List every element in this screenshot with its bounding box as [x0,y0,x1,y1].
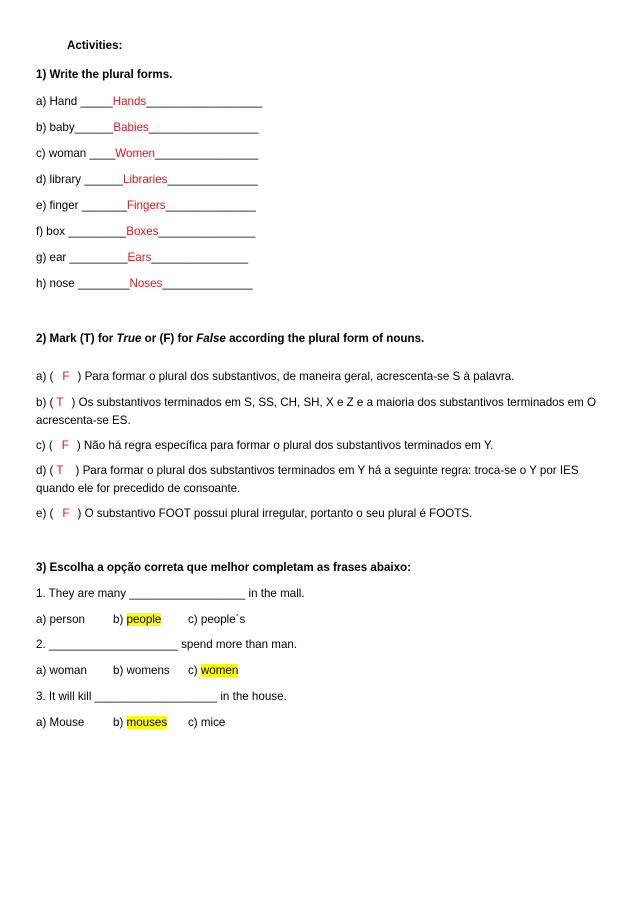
plural-item-c: c) woman ____Women________________ [36,147,259,160]
selected-answer: mouses [126,716,168,729]
page-title: Activities: [67,39,123,52]
plural-item-g: g) ear _________Ears_______________ [36,251,249,264]
option-a: a) Mouse [36,716,85,729]
plural-item-b: b) baby______Babies_________________ [36,121,259,134]
section1-heading: 1) Write the plural forms. [36,68,173,81]
true-false-item-b: b) ( T ) Os substantivos terminados em S, SS, CH, SH, X e Z e a maioria dos substantivos terminados em O acrescenta-se ES. [36,396,596,427]
option-b: b) people [113,613,162,626]
option-c: c) people´s [188,613,246,626]
mark-answer: T [56,396,64,409]
mark-answer: F [62,507,70,520]
question-2: 2. ____________________ spend more than man. [36,638,298,651]
section2-heading: 2) Mark (T) for True or (F) for False according the plural form of nouns. [36,332,425,345]
selected-answer: people [126,613,162,626]
answer-text: Boxes [126,225,159,238]
question-2-options [36,663,238,678]
option-b: b) womens [113,664,170,677]
plural-item-h: h) nose ________Noses______________ [36,277,253,290]
answer-text: Libraries [123,173,168,186]
question-3: 3. It will kill ___________________ in the house. [36,690,287,703]
section3-heading: 3) Escolha a opção correta que melhor completam as frases abaixo: [36,561,412,574]
plural-item-d: d) library ______Libraries______________ [36,173,258,186]
mark-answer: F [62,370,70,383]
answer-text: Noses [129,277,163,290]
selected-answer: women [200,664,239,677]
mark-answer: F [61,439,69,452]
option-c: c) mice [188,716,226,729]
true-false-item-c: c) ( F ) Não há regra específica para formar o plural dos substantivos terminados em Y. [36,437,602,455]
plural-item-a: a) Hand _____Hands__________________ [36,95,263,108]
true-false-item-e: e) ( F ) O substantivo FOOT possui plural irregular, portanto o seu plural é FOOTS. [36,505,602,523]
answer-text: Babies [113,121,149,134]
plural-item-f: f) box _________Boxes_______________ [36,225,256,238]
question-1: 1. They are many __________________ in the mall. [36,587,305,600]
true-false-item-d: d) ( T ) Para formar o plural dos substantivos terminados em Y há a seguinte regra: troca-se o Y por IES quando ele for precedido de consoante. [36,464,579,495]
option-a: a) woman [36,664,87,677]
answer-text: Fingers [126,199,166,212]
option-c: c) women [188,664,239,677]
question-1-options [36,612,245,627]
answer-text: Hands [112,95,147,108]
answer-text: Ears [127,251,152,264]
answer-text: Women [115,147,156,160]
option-a: a) person [36,613,85,626]
mark-answer: T [56,464,64,477]
true-false-item-a: a) ( F ) Para formar o plural dos substantivos, de maneira geral, acrescenta-se S à palavra. [36,368,602,386]
question-3-options [36,715,225,730]
plural-item-e: e) finger _______Fingers______________ [36,199,256,212]
option-b: b) mouses [113,716,168,729]
